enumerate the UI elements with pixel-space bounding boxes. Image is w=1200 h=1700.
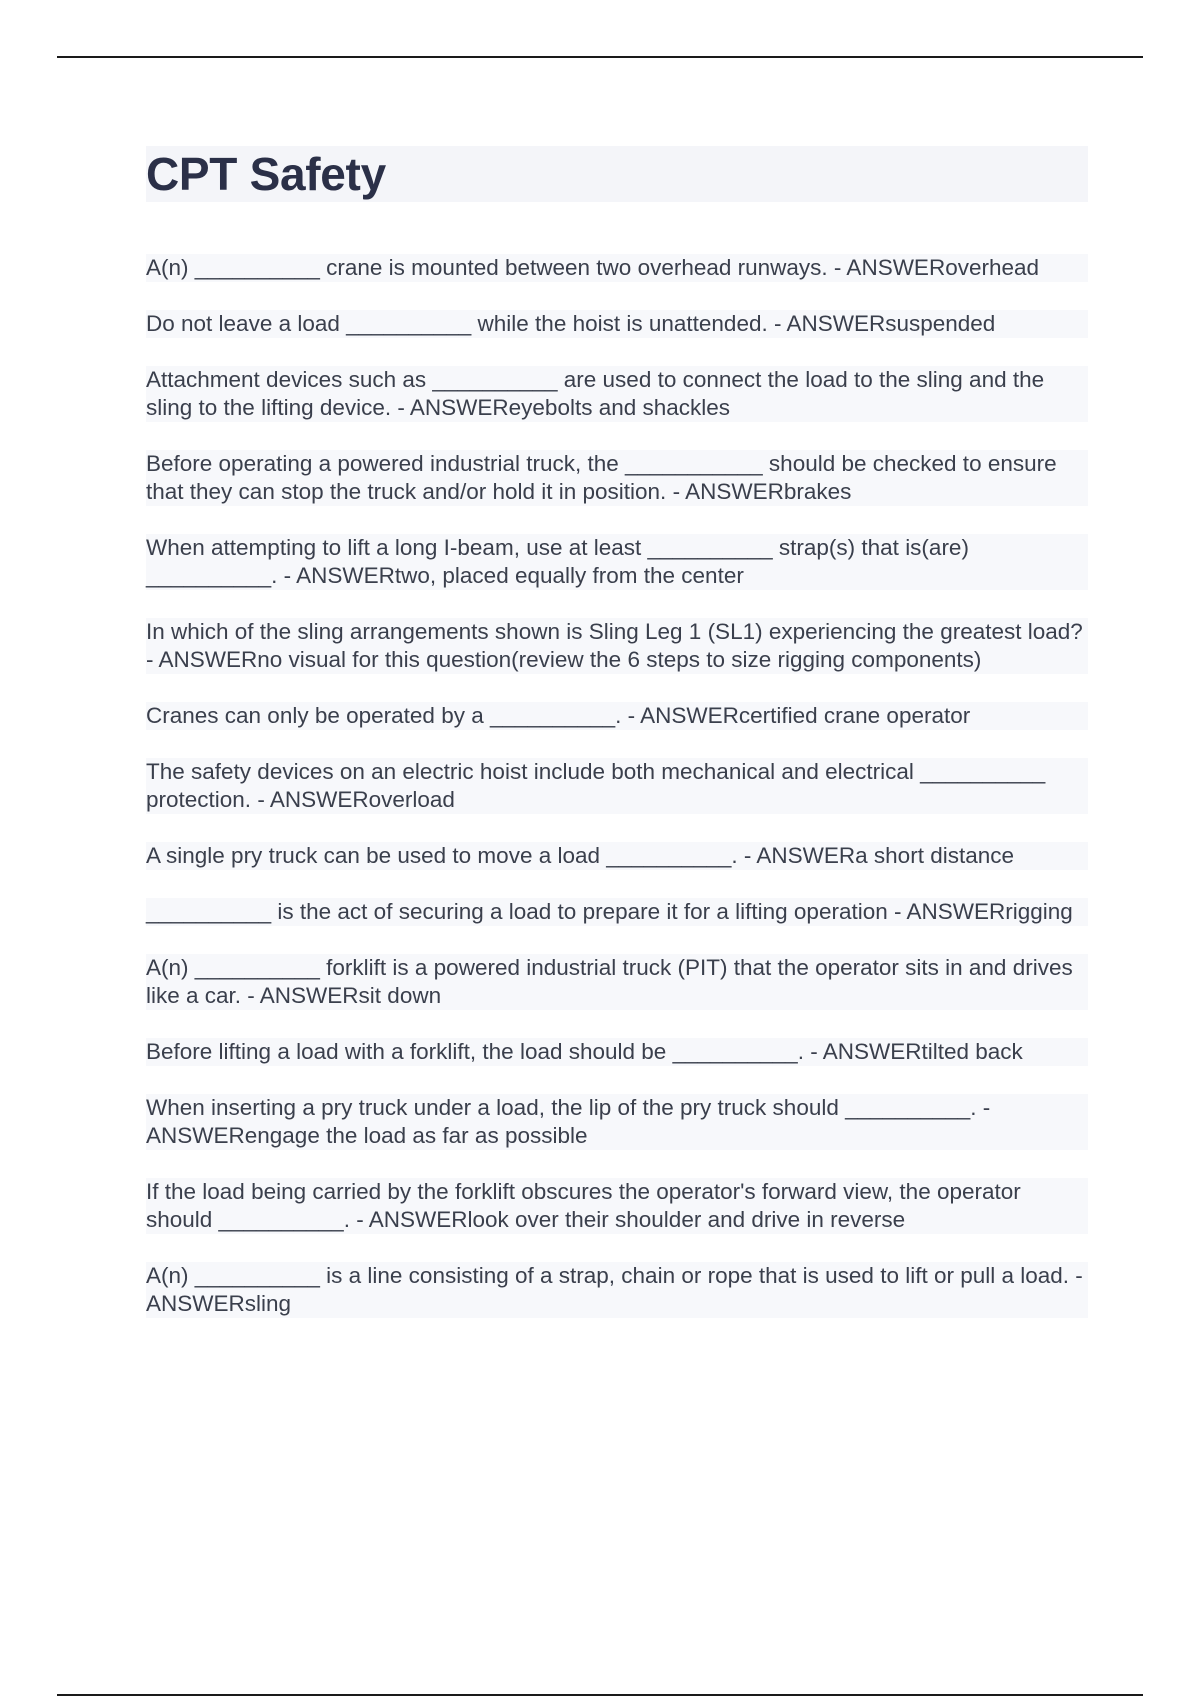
qa-item-9: A single pry truck can be used to move a load __________. - ANSWERa short distance xyxy=(146,842,1088,870)
qa-item-12: Before lifting a load with a forklift, the load should be __________. - ANSWERtilted back xyxy=(146,1038,1088,1066)
bottom-rule xyxy=(57,1694,1143,1696)
qa-item-7: Cranes can only be operated by a __________. - ANSWERcertified crane operator xyxy=(146,702,1088,730)
qa-item-8: The safety devices on an electric hoist include both mechanical and electrical __________ protection. - ANSWERoverload xyxy=(146,758,1088,814)
qa-item-10: __________ is the act of securing a load to prepare it for a lifting operation - ANSWERrigging xyxy=(146,898,1088,926)
qa-item-2: Do not leave a load __________ while the hoist is unattended. - ANSWERsuspended xyxy=(146,310,1088,338)
qa-item-5: When attempting to lift a long I-beam, use at least __________ strap(s) that is(are) __________. - ANSWERtwo, placed equally from the center xyxy=(146,534,1088,590)
qa-item-13: When inserting a pry truck under a load, the lip of the pry truck should __________. - ANSWERengage the load as far as possible xyxy=(146,1094,1088,1150)
document-body xyxy=(146,146,1088,1346)
qa-item-15: A(n) __________ is a line consisting of a strap, chain or rope that is used to lift or pull a load. - ANSWERsling xyxy=(146,1262,1088,1318)
qa-item-1: A(n) __________ crane is mounted between two overhead runways. - ANSWERoverhead xyxy=(146,254,1088,282)
qa-item-4: Before operating a powered industrial truck, the ___________ should be checked to ensure that they can stop the truck and/or hold it in position. - ANSWERbrakes xyxy=(146,450,1088,506)
title-band xyxy=(146,146,1088,202)
qa-item-3: Attachment devices such as __________ are used to connect the load to the sling and the sling to the lifting device. - ANSWEReyebolts and shackles xyxy=(146,366,1088,422)
qa-item-11: A(n) __________ forklift is a powered industrial truck (PIT) that the operator sits in and drives like a car. - ANSWERsit down xyxy=(146,954,1088,1010)
qa-list xyxy=(146,254,1088,1318)
qa-item-6: In which of the sling arrangements shown is Sling Leg 1 (SL1) experiencing the greatest load? - ANSWERno visual for this question(review the 6 steps to size rigging components) xyxy=(146,618,1088,674)
document-title: CPT Safety xyxy=(146,148,386,200)
qa-item-14: If the load being carried by the forklift obscures the operator's forward view, the operator should __________. - ANSWERlook over their shoulder and drive in reverse xyxy=(146,1178,1088,1234)
top-rule xyxy=(57,56,1143,58)
